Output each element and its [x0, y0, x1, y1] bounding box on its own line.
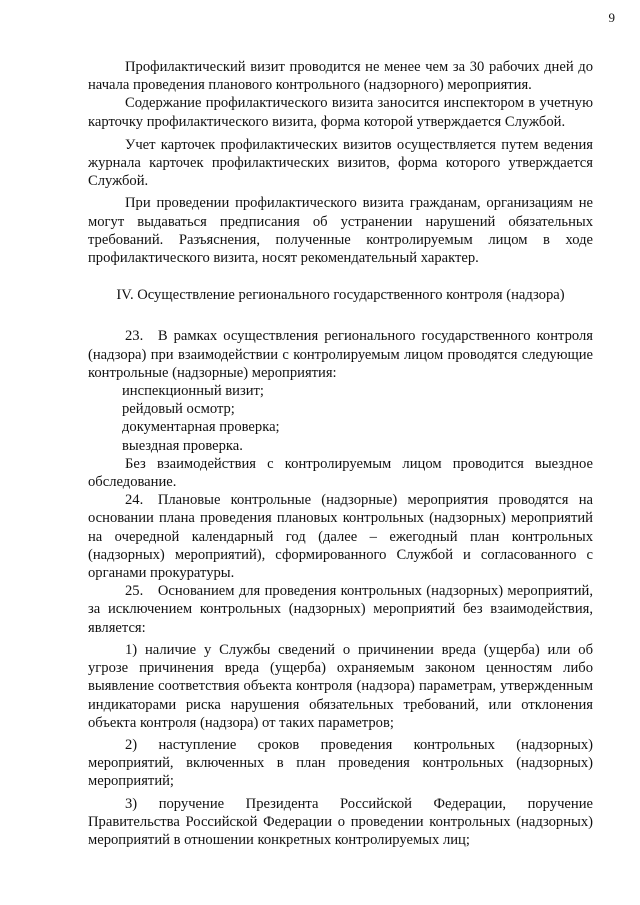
paragraph-card-journal: Учет карточек профилактических визитов осуществляется путем ведения журнала карточек профилактических визитов, форма которого утверждается Службой.	[88, 136, 593, 190]
item-23-note: Без взаимодействия с контролируемым лицом проводится выездное обследование.	[88, 455, 593, 491]
section-heading: IV. Осуществление регионального государственного контроля (надзора)	[116, 287, 565, 304]
paragraph-no-orders: При проведении профилактического визита гражданам, организациям не могут выдаваться предписания об устранении нарушений обязательных требований. Разъяснения, полученные контролируемым лицом в ходе профилактического визита, носят рекомендательный характер.	[88, 195, 593, 267]
item-25-intro: 25. Основанием для проведения контрольных (надзорных) мероприятий, за исключением контрольных (надзорных) мероприятий без взаимодействия, является:	[88, 583, 593, 636]
list-item-field-check: выездная проверка.	[122, 437, 243, 454]
list-item-documentary-check: документарная проверка;	[122, 419, 280, 436]
page-number: 9	[608, 10, 615, 25]
document-body	[88, 58, 593, 849]
paragraph-visit-card: Содержание профилактического визита заносится инспектором в учетную карточку профилактического визита, форма которой утверждается Службой.	[88, 95, 593, 130]
paragraph-visit-timing: Профилактический визит проводится не менее чем за 30 рабочих дней до начала проведения планового контрольного (надзорного) мероприятия.	[88, 59, 593, 94]
list-item-raid-inspection: рейдовый осмотр;	[122, 401, 235, 418]
item-25-ground-3: 3) поручение Президента Российской Федерации, поручение Правительства Российской Федерации о проведении контрольных (надзорных) мероприятий в отношении конкретных контролируемых лиц;	[88, 795, 593, 848]
list-item-inspection-visit: инспекционный визит;	[122, 383, 264, 400]
item-25-ground-2: 2) наступление сроков проведения контрольных (надзорных) мероприятий, включенных в план проведения контрольных (надзорных) мероприятий;	[88, 736, 593, 790]
item-23-intro: 23. В рамках осуществления регионального государственного контроля (надзора) при взаимодействии с контролируемым лицом проводятся следующие контрольные (надзорные) мероприятия:	[88, 328, 593, 381]
item-24: 24. Плановые контрольные (надзорные) мероприятия проводятся на основании плана проведения плановых контрольных (надзорных) мероприятий на очередной календарный год (далее – ежегодный план контрольных (надзорных) мероприятий), сформированного Службой и согласованного с органами прокуратуры.	[88, 492, 593, 582]
item-25-ground-1: 1) наличие у Службы сведений о причинении вреда (ущерба) или об угрозе причинения вреда (ущерба) охраняемым законом ценностям либо выявление соответствия объекта контроля (надзора) параметрам, утвержденным индикаторами риска нарушения обязательных требований, или отклонения объекта контроля (надзора) от таких параметров;	[88, 641, 593, 731]
